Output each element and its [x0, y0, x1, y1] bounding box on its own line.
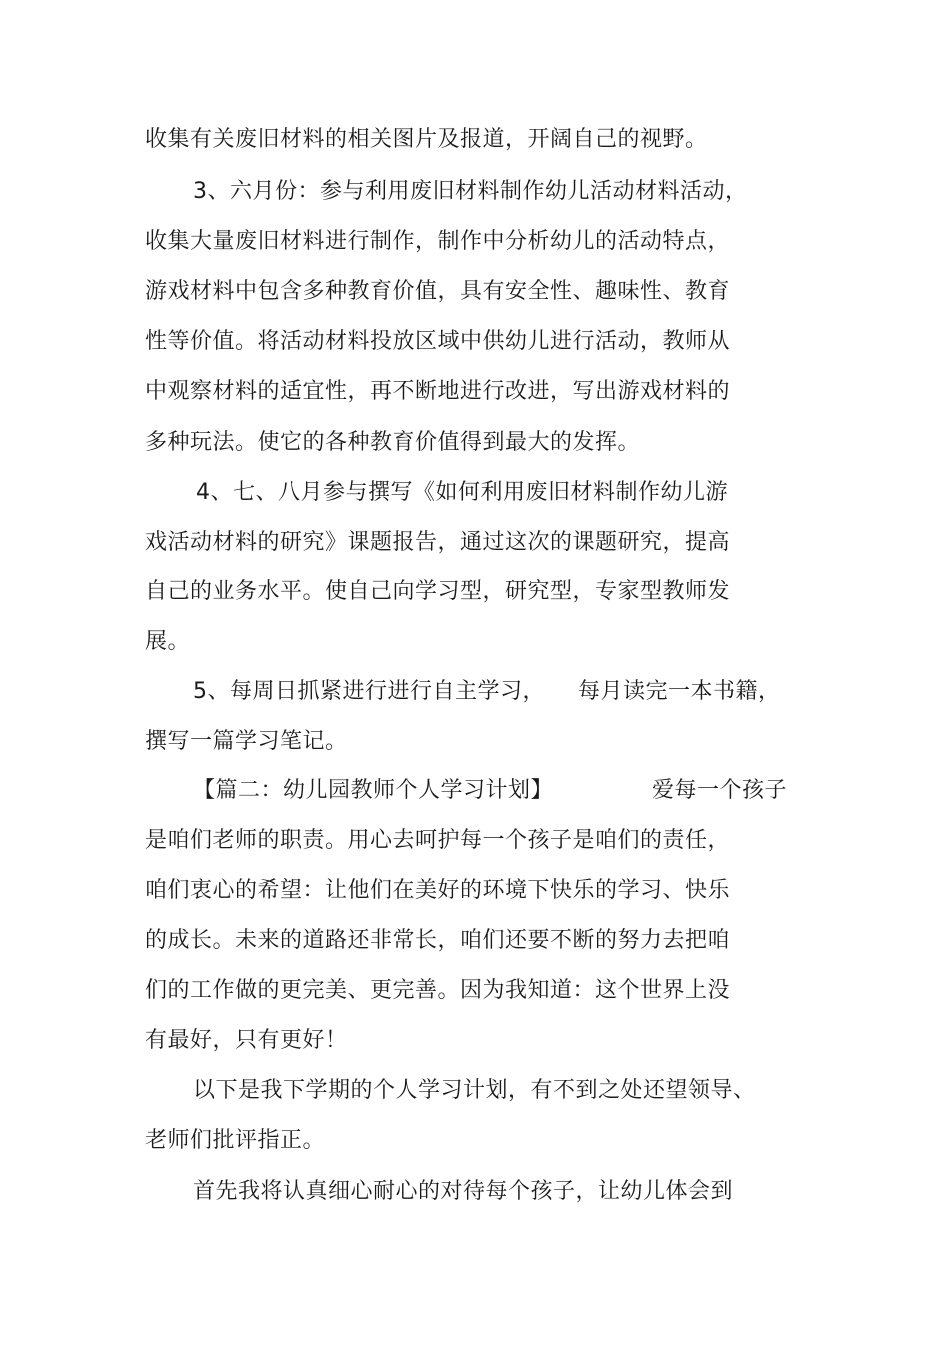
text-line: 性等价值。将活动材料投放区域中供幼儿进行活动，教师从 [145, 329, 731, 354]
section-heading: 【篇二：幼儿园教师个人学习计划】 [193, 778, 554, 803]
text-line: 老师们批评指正。 [145, 1128, 326, 1153]
text-line: 有最好，只有更好！ [145, 1028, 348, 1053]
text-line: 5、每周日抓紧进行进行自主学习， [193, 679, 545, 704]
text-line: 是咱们老师的职责。用心去呵护每一个孩子是咱们的责任， [145, 828, 731, 853]
text-line: 撰写一篇学习笔记。 [145, 729, 348, 754]
text-line: 中观察材料的适宜性，再不断地进行改进，写出游戏材料的 [145, 379, 731, 404]
text-line: 游戏材料中包含多种教育价值，具有安全性、趣味性、教育 [145, 279, 731, 304]
text-line: 咱们衷心的希望：让他们在美好的环境下快乐的学习、快乐 [145, 878, 731, 903]
text-line: 爱每一个孩子 [652, 778, 788, 803]
text-line: 戏活动材料的研究》课题报告，通过这次的课题研究，提高 [145, 530, 731, 555]
text-line: 自己的业务水平。使自己向学习型，研究型，专家型教师发 [145, 579, 731, 604]
text-line: 3、六月份：参与利用废旧材料制作幼儿活动材料活动， [193, 179, 748, 204]
text-line: 收集大量废旧材料进行制作，制作中分析幼儿的活动特点， [145, 229, 731, 254]
text-line: 4、七、八月参与撰写《如何利用废旧材料制作幼儿游 [196, 480, 728, 505]
text-line: 们的工作做的更完美、更完善。因为我知道：这个世界上没 [145, 978, 731, 1003]
text-line: 多种玩法。使它的各种教育价值得到最大的发挥。 [145, 430, 641, 455]
text-line: 以下是我下学期的个人学习计划，有不到之处还望领导、 [193, 1078, 756, 1103]
text-line: 首先我将认真细心耐心的对待每个孩子，让幼儿体会到 [193, 1179, 734, 1204]
text-line: 的成长。未来的道路还非常长，咱们还要不断的努力去把咱 [145, 928, 731, 953]
text-line: 展。 [145, 629, 191, 654]
text-line: 每月读完一本书籍， [578, 679, 781, 704]
text-line: 收集有关废旧材料的相关图片及报道，开阔自己的视野。 [145, 127, 708, 152]
